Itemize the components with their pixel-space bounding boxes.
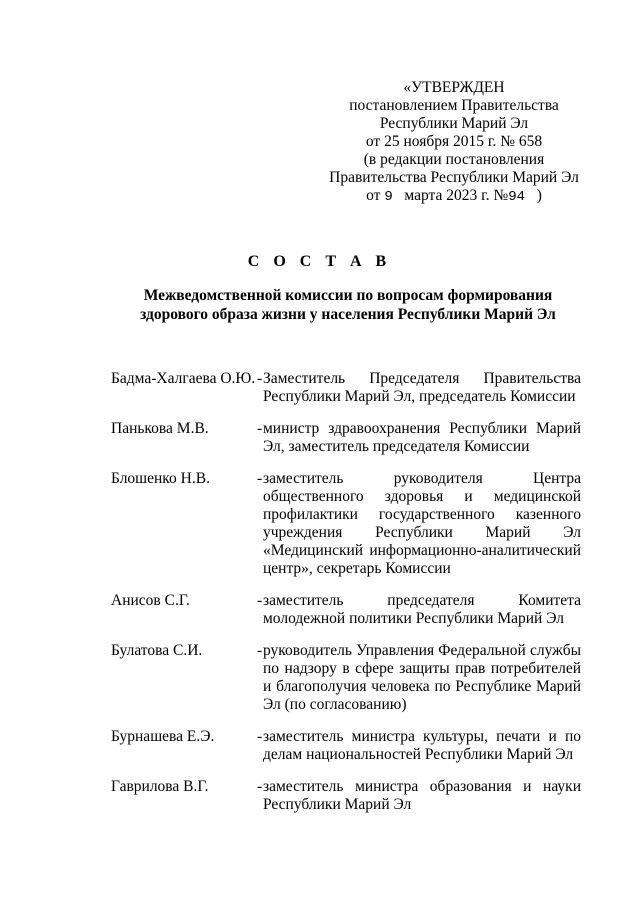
approval-line: Республики Марий Эл bbox=[379, 115, 529, 132]
dash-separator: - bbox=[257, 470, 263, 487]
member-name: Анисов С.Г. bbox=[111, 592, 190, 609]
member-position: Заместитель Председателя Правительства Республики Марий Эл, председатель Комиссии bbox=[263, 370, 581, 405]
members-list bbox=[111, 370, 581, 814]
approval-line: Правительства Республики Марий Эл bbox=[329, 169, 579, 186]
date-suffix: ) bbox=[536, 187, 542, 204]
approval-block bbox=[318, 79, 590, 206]
dash-separator: - bbox=[257, 370, 263, 387]
approval-line: «УТВЕРЖДЕН bbox=[403, 79, 505, 96]
dash-separator: - bbox=[257, 728, 263, 745]
date-day: 9 bbox=[384, 189, 393, 205]
member-row bbox=[111, 592, 581, 628]
member-position: министр здравоохранения Республики Марий Эл, заместитель председателя Комиссии bbox=[263, 420, 581, 455]
commission-title-line: здорового образа жизни у населения Республики Марий Эл bbox=[140, 306, 556, 323]
member-row bbox=[111, 420, 581, 456]
dash-separator: - bbox=[257, 420, 263, 437]
member-row bbox=[111, 370, 581, 406]
dash-separator: - bbox=[257, 642, 263, 659]
member-name: Бадма-Халгаева О.Ю. bbox=[111, 370, 256, 387]
member-position: руководитель Управления Федеральной службы по надзору в сфере защиты прав потребителей и благополучия человека по Республике Марий Эл (по согласованию) bbox=[263, 642, 581, 713]
approval-line: постановлением Правительства bbox=[349, 97, 559, 114]
decree-number: 94 bbox=[508, 189, 526, 205]
page-title: С О С Т А В bbox=[247, 253, 392, 270]
member-position: заместитель министра культуры, печати и по делам национальностей Республики Марий Эл bbox=[263, 728, 581, 763]
member-row bbox=[111, 778, 581, 814]
approval-line: от 25 ноября 2015 г. № 658 bbox=[365, 133, 543, 150]
date-prefix: от bbox=[366, 187, 381, 204]
dash-separator: - bbox=[257, 592, 263, 609]
member-name: Панькова М.В. bbox=[111, 420, 209, 437]
dash-separator: - bbox=[257, 778, 263, 795]
member-name: Булатова С.И. bbox=[111, 642, 203, 659]
member-row bbox=[111, 728, 581, 764]
member-position: заместитель руководителя Центра общественного здоровья и медицинской профилактики государственного казенного учреждения Республики Марий Эл «Медицинский информационно-аналитический центр», секретарь Комиссии bbox=[263, 470, 581, 577]
member-name: Гаврилова В.Г. bbox=[111, 778, 209, 795]
member-name: Блошенко Н.В. bbox=[111, 470, 210, 487]
member-row bbox=[111, 642, 581, 714]
commission-title bbox=[100, 286, 596, 324]
date-month-year: марта 2023 г. № bbox=[404, 187, 509, 204]
approval-line: (в редакции постановления bbox=[363, 151, 545, 168]
member-position: заместитель министра образования и науки Республики Марий Эл bbox=[263, 778, 581, 813]
member-name: Бурнашева Е.Э. bbox=[111, 728, 215, 745]
approval-date-line bbox=[318, 187, 590, 206]
member-position: заместитель председателя Комитета молодежной политики Республики Марий Эл bbox=[263, 592, 581, 627]
commission-title-line: Межведомственной комиссии по вопросам формирования bbox=[143, 287, 553, 304]
member-row bbox=[111, 470, 581, 578]
